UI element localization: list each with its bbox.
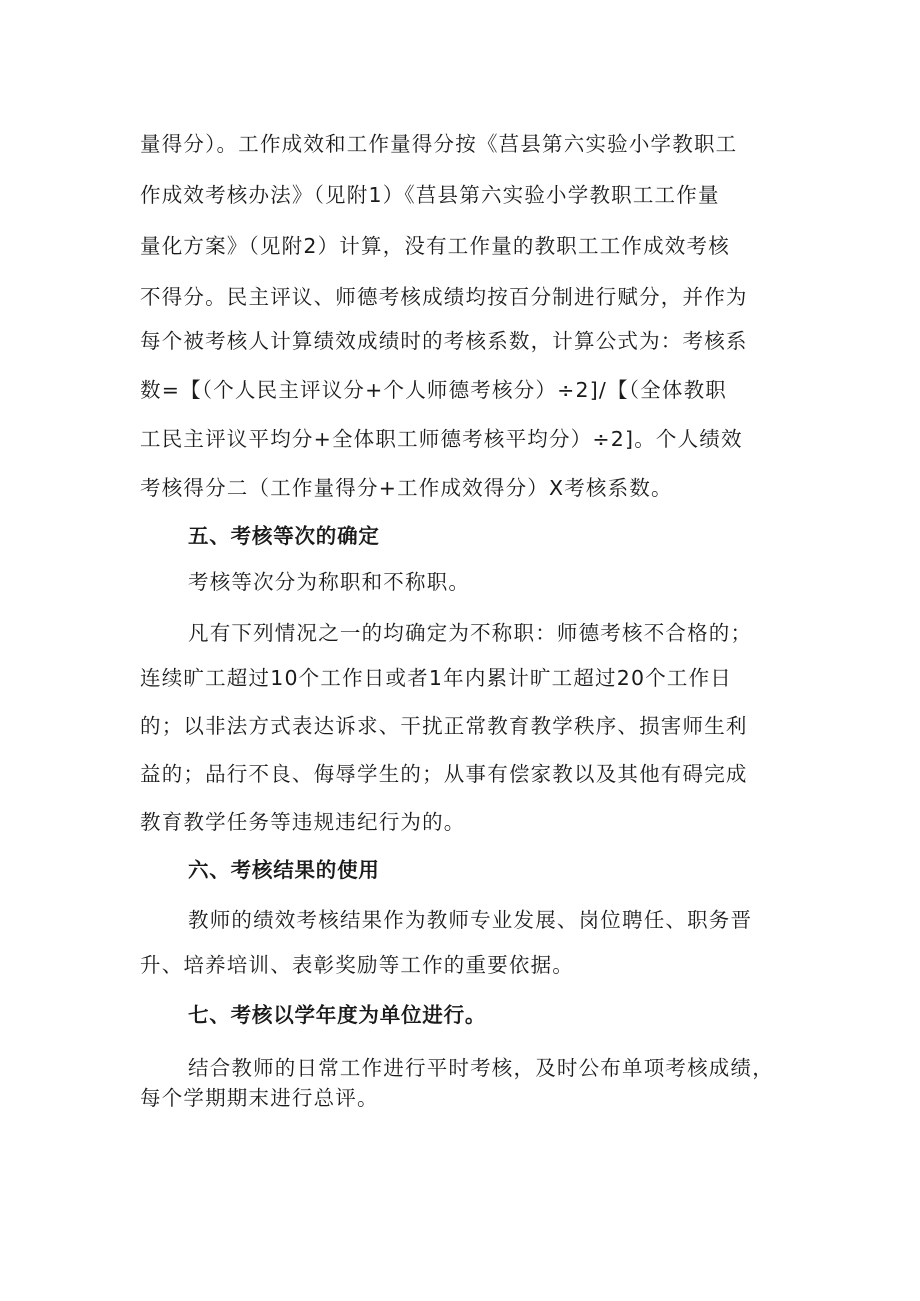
paragraph-line: 考核得分二（工作量得分+工作成效得分）X考核系数。 [140,476,673,500]
paragraph-line: 的；以非法方式表达诉求、干扰正常教育教学秩序、损害师生利 [140,714,748,738]
paragraph-line: 量化方案》（见附2）计算，没有工作量的教职工工作成效考核 [140,234,730,258]
paragraph-line: 数=【（个人民主评议分+个人师德考核分）÷2]/【（全体教职 [140,378,727,402]
paragraph-line: 教育教学任务等违规违纪行为的。 [140,810,466,834]
paragraph-line: 结合教师的日常工作进行平时考核，及时公布单项考核成绩， [188,1056,774,1080]
paragraph-line: 考核等次分为称职和不称职。 [188,570,471,594]
paragraph-line: 每个被考核人计算绩效成绩时的考核系数，计算公式为：考核系 [140,329,748,353]
section-7-heading: 七、考核以学年度为单位进行。 [188,1003,487,1027]
paragraph-line: 工民主评议平均分+全体职工师德考核平均分）÷2]。个人绩效 [140,427,743,451]
paragraph-line: 升、培养培训、表彰奖励等工作的重要依据。 [140,953,574,977]
paragraph-line: 凡有下列情况之一的均确定为不称职：师德考核不合格的； [188,621,753,645]
paragraph-line: 作成效考核办法》（见附1）《莒县第六实验小学教职工工作量 [140,183,720,207]
section-6-heading: 六、考核结果的使用 [188,858,380,882]
paragraph-line: 教师的绩效考核结果作为教师专业发展、岗位聘任、职务晋 [188,908,753,932]
paragraph-line: 不得分。民主评议、师德考核成绩均按百分制进行赋分，并作为 [140,285,748,309]
paragraph-line: 每个学期期末进行总评。 [140,1086,379,1110]
paragraph-line: 连续旷工超过10个工作日或者1年内累计旷工超过20个工作日 [140,666,733,690]
paragraph-line: 量得分）。工作成效和工作量得分按《莒县第六实验小学教职工 [140,132,738,156]
section-5-heading: 五、考核等次的确定 [188,524,380,548]
paragraph-line: 益的；品行不良、侮辱学生的；从事有偿家教以及其他有碍完成 [140,762,748,786]
